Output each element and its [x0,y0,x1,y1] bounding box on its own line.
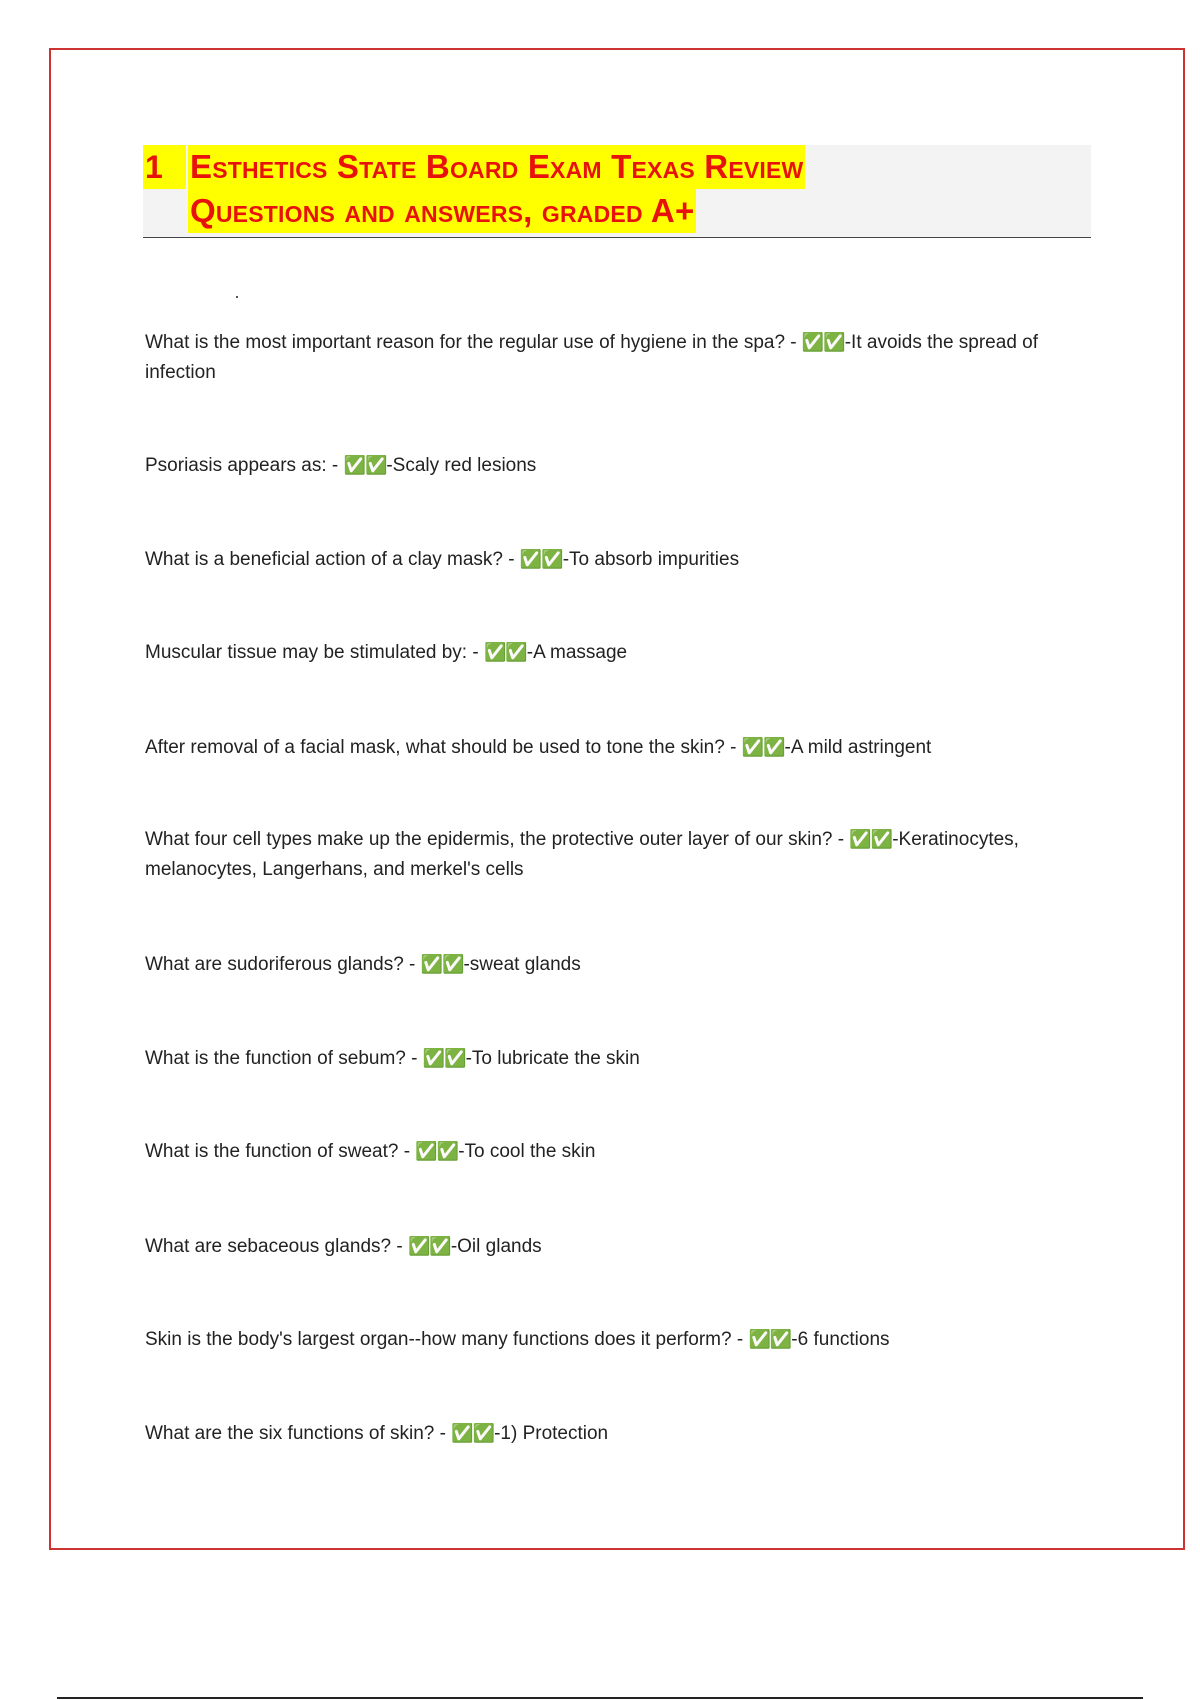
question-text: Psoriasis appears as: - [145,455,344,476]
answer-text: -1) Protection [494,1423,609,1444]
double-check-icon: ✅✅ [748,1329,792,1350]
answer-text: -Scaly red lesions [386,455,537,476]
answer-text: -A mild astringent [784,737,932,758]
answer-text: -To lubricate the skin [465,1048,640,1069]
question-text: What is a beneficial action of a clay mask? - [145,549,520,570]
question-text: What four cell types make up the epidermis, the protective outer layer of our skin? - [145,829,850,850]
double-check-icon: ✅✅ [408,1236,451,1257]
stray-mark [236,296,238,298]
qa-item [145,638,1090,668]
title-line-2: Questions and answers, graded A+ [188,189,696,233]
double-check-icon: ✅✅ [451,1423,495,1444]
question-text: What is the most important reason for the regular use of hygiene in the spa? - [145,332,802,353]
title-number: 1 [143,145,186,189]
question-text: What are the six functions of skin? - [145,1423,452,1444]
answer-text: -Oil glands [450,1236,542,1257]
qa-item [145,451,1090,481]
qa-item [145,328,1090,388]
double-check-icon: ✅✅ [422,1048,466,1069]
question-text: After removal of a facial mask, what should be used to tone the skin? - [145,737,742,758]
question-text: What are sebaceous glands? - [145,1236,408,1257]
qa-item [145,733,1090,763]
qa-item [145,1232,1090,1262]
qa-item [145,1137,1090,1167]
double-check-icon: ✅✅ [519,549,563,570]
answer-text: -6 functions [791,1329,890,1350]
answer-text: -Keratinocytes, melanocytes, Langerhans, and merkel's cells [145,829,1019,880]
double-check-icon: ✅✅ [415,1141,459,1162]
qa-item [145,1419,1090,1449]
double-check-icon: ✅✅ [343,455,387,476]
footer-rule [57,1697,1143,1699]
double-check-icon: ✅✅ [420,954,464,975]
double-check-icon: ✅✅ [483,642,527,663]
answer-text: -A massage [526,642,628,663]
question-text: What is the function of sweat? - [145,1141,416,1162]
title-line-1: Esthetics State Board Exam Texas Review [188,145,805,189]
question-text: Muscular tissue may be stimulated by: - [145,642,484,663]
qa-item [145,545,1090,575]
document-title [143,145,1091,238]
qa-item [145,950,1090,980]
answer-text: -To cool the skin [458,1141,596,1162]
answer-text: -To absorb impurities [562,549,740,570]
question-text: Skin is the body's largest organ--how many functions does it perform? - [145,1329,749,1350]
qa-item [145,1044,1090,1074]
double-check-icon: ✅✅ [741,737,785,758]
answer-text: -sweat glands [463,954,581,975]
qa-item [145,825,1090,885]
double-check-icon: ✅✅ [801,332,845,353]
qa-item [145,1325,1090,1355]
question-text: What is the function of sebum? - [145,1048,423,1069]
answer-text: -It avoids the spread of infection [145,332,1039,383]
question-text: What are sudoriferous glands? - [145,954,421,975]
double-check-icon: ✅✅ [849,829,893,850]
